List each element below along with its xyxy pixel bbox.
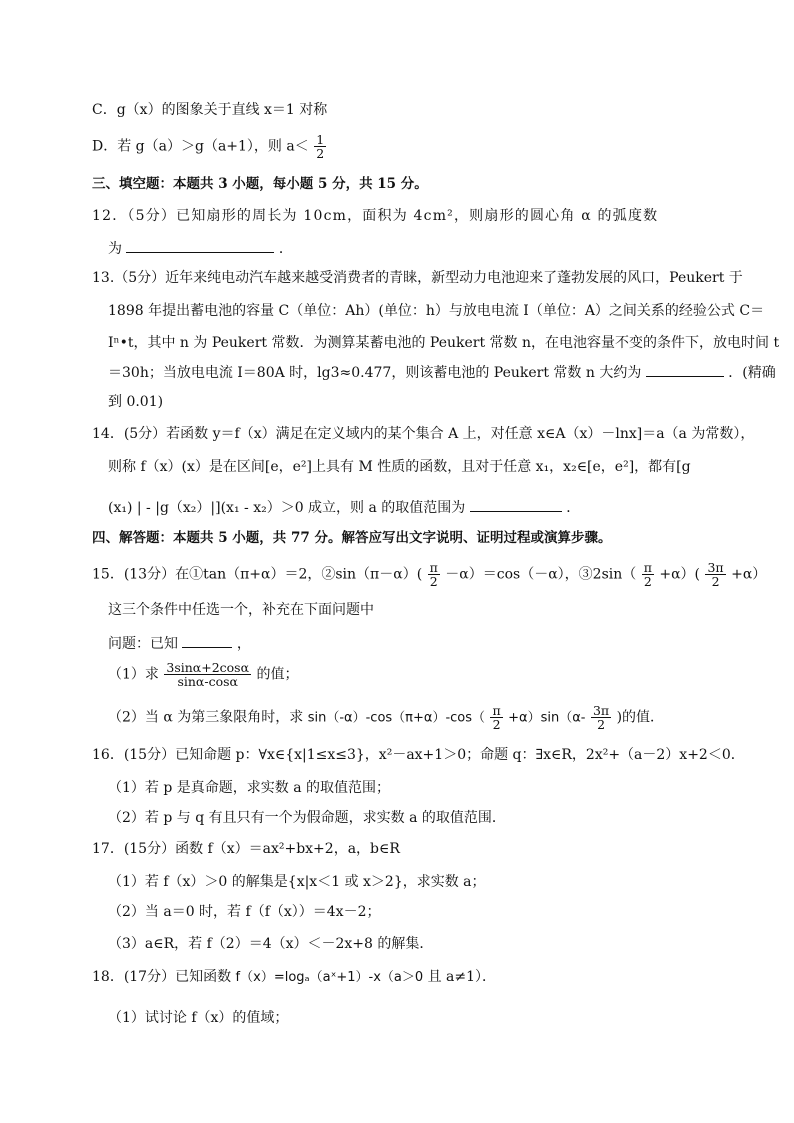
frac-num: π <box>429 560 438 575</box>
frac-num: π <box>492 703 501 718</box>
q13-line3: Iⁿ•t，其中 n 为 Peukert 常数．为测算某蓄电池的 Peukert 常数 n，在电池容量不变的条件下，放电时间 t <box>108 335 780 351</box>
q14-line3 <box>108 497 748 517</box>
frac-den: 2 <box>643 574 652 589</box>
option-d-numerator: 1 <box>316 132 325 147</box>
q15-part2-pre: （2）当 α 为第三象限角时，求 <box>108 709 304 726</box>
q13-line4 <box>108 362 776 382</box>
q15-part1 <box>108 661 748 688</box>
q12-prefix: 为 <box>108 241 122 257</box>
q15-cond-1-2: 15．(13分）在①tan（π+α）＝2，②sin（π－α）( <box>92 566 423 583</box>
option-d <box>92 133 732 160</box>
q15-part1-pre: （1）求 <box>108 666 159 683</box>
q18-line1-post: 且 a≠1）． <box>427 969 497 985</box>
q13-line4-text: ＝30h；当放电电流 I＝80A 时，lg3≈0.477，则该蓄电池的 Peukert 常数 n 大约为 <box>108 365 642 381</box>
frac-den: 2 <box>429 574 438 589</box>
q15-part2-frac-3pi-2 <box>591 704 611 731</box>
q14-line1: 14．(5分）若函数 y＝f（x）满足在定义域内的某个集合 A 上，对任意 x∈A（x）－lnx]＝a（a 为常数）， <box>92 426 755 442</box>
q12-end: ． <box>278 241 293 257</box>
q15-part2-post: )的值． <box>616 709 665 726</box>
q15-part1-fraction <box>164 661 251 688</box>
q15-part2-frac-pi-2 <box>490 704 502 731</box>
q16-part1: （1）若 p 是真命题，求实数 a 的取值范围； <box>108 780 391 796</box>
q15-frac-3pi-2 <box>705 561 725 588</box>
q14-line3-end: ． <box>566 500 581 516</box>
q14-line2: 则称 f（x）(x）是在区间[e，e²]上具有 M 性质的函数，且对于任意 x₁，x₂∈[e，e²]，都有[g <box>108 459 691 475</box>
q15-part2-expr-b: +α）sin（α- <box>508 710 586 726</box>
q15-condition-blank[interactable] <box>182 633 232 648</box>
q17-part2: （2）当 a＝0 时，若 f（f（x））＝4x－2； <box>108 904 381 920</box>
q18-function-expr: f（x）=logₐ（aˣ+1）-x（a＞0 <box>235 970 424 985</box>
q15-part2-expr-a: sin（-α）-cos（π+α）-cos（ <box>307 710 486 726</box>
q15-line3-end: ， <box>236 636 251 652</box>
q15-cond-3c: +α） <box>731 566 767 583</box>
q15-part1-post: 的值； <box>256 666 299 683</box>
frac-den: 2 <box>492 717 501 732</box>
q17-part3: （3）a∈R，若 f（2）＝4（x）＜－2x+8 的解集． <box>108 936 434 952</box>
q15-line3 <box>108 633 748 653</box>
q15-part2 <box>108 704 748 731</box>
q12-line2 <box>108 238 748 258</box>
q16-part2: （2）若 p 与 q 有且只有一个为假命题，求实数 a 的取值范围． <box>108 810 506 826</box>
option-d-denominator: 2 <box>316 146 325 161</box>
q16-line1: 16．(15分）已知命题 p：∀x∈{x|1≤x≤3}，x²－ax+1＞0；命题 q：∃x∈R，2x²+（a－2）x+2＜0． <box>92 747 745 763</box>
frac-num: π <box>643 560 652 575</box>
q13-line1: 13.（5分）近年来纯电动汽车越来越受消费者的青睐，新型动力电池迎来了蓬勃发展的风口，Peukert 于 <box>92 270 743 286</box>
q12-line1: 12．（5分）已知扇形的周长为 10cm，面积为 4cm²，则扇形的圆心角 α 的弧度数 <box>92 208 659 224</box>
q15-cond-3: －α）＝cos（－α），③2sin（ <box>445 566 637 583</box>
q17-part1: （1）若 f（x）＞0 的解集是{x|x＜1 或 x＞2}，求实数 a； <box>108 874 486 890</box>
q13-answer-blank[interactable] <box>646 362 724 377</box>
frac-num: 3π <box>707 560 724 575</box>
section-answer-heading: 四、解答题：本题共 5 小题，共 77 分。解答应写出文字说明、证明过程或演算步骤。 <box>92 530 612 546</box>
q13-line4-end: ．(精确 <box>728 365 776 381</box>
frac-num: 3π <box>592 703 610 718</box>
q15-cond-3b: +α）( <box>659 566 701 583</box>
q17-line1: 17．(15分）函数 f（x）＝ax²+bx+2，a，b∈R <box>92 841 400 857</box>
frac-num: 3sinα+2cosα <box>166 660 250 675</box>
q18-line1-pre: 18．(17分）已知函数 <box>92 969 232 985</box>
q13-line2: 1898 年提出蓄电池的容量 C（单位：Ah）(单位：h）与放电电流 I（单位：A）之间关系的经验公式 C＝ <box>108 303 765 319</box>
option-d-text: D．若 g（a）＞g（a+1），则 <box>92 138 282 155</box>
section-fill-blank-heading: 三、填空题：本题共 3 小题，每小题 5 分，共 15 分。 <box>92 176 428 192</box>
frac-den: sinα-cosα <box>177 674 238 689</box>
q15-line2: 这三个条件中任选一个，补充在下面问题中 <box>108 602 374 618</box>
q18-line1 <box>92 968 732 987</box>
q15-frac-pi-2-b <box>642 561 654 588</box>
q12-answer-blank[interactable] <box>126 238 274 253</box>
q14-answer-blank[interactable] <box>470 497 562 512</box>
q15-line1 <box>92 560 767 589</box>
frac-den: 2 <box>711 574 720 589</box>
q15-line3-text: 问题：已知 <box>108 636 178 652</box>
q15-frac-pi-2-a <box>428 561 440 588</box>
q18-part1: （1）试讨论 f（x）的值域； <box>108 1010 289 1026</box>
option-d-fraction <box>314 133 326 160</box>
option-d-var: a＜ <box>286 138 309 155</box>
q14-line3-text: (x₁) | - |g（x₂）|](x₁ - x₂）＞0 成立，则 a 的取值范围为 <box>108 500 466 516</box>
q13-line5: 到 0.01) <box>108 394 164 410</box>
frac-den: 2 <box>597 717 606 732</box>
option-c: C．g（x）的图象关于直线 x＝1 对称 <box>92 102 328 118</box>
